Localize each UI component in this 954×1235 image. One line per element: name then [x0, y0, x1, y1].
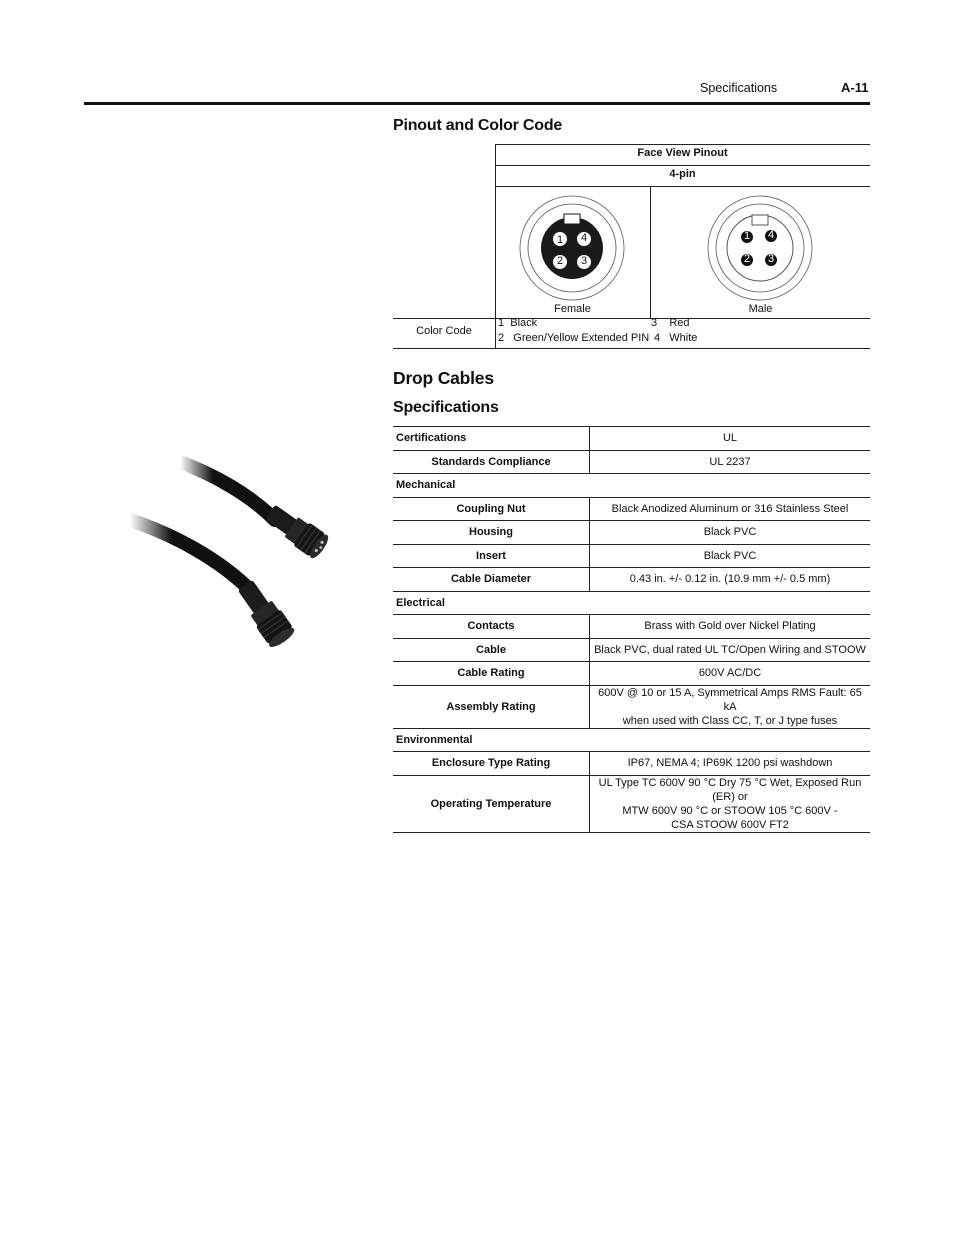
spec-label: Coupling Nut: [393, 497, 590, 521]
table-section-row: [393, 474, 870, 498]
spec-value: [590, 775, 871, 832]
spec-value-line: when used with Class CC, T, or J type fuses: [622, 714, 838, 727]
table-row: [393, 775, 870, 832]
table-row: [393, 544, 870, 568]
color-pin-1: 1 Black: [498, 317, 538, 329]
male-pin-3: 3: [768, 253, 775, 265]
pinout-heading: Pinout and Color Code: [393, 117, 563, 134]
spec-value: 0.43 in. +/- 0.12 in. (10.9 mm +/- 0.5 mm): [590, 568, 871, 592]
color-pin-4: 4 White: [654, 332, 698, 344]
drop-cable-photo: [125, 450, 355, 675]
female-label: Female: [554, 303, 591, 315]
male-label: Male: [748, 303, 773, 315]
spec-label: Cable Diameter: [393, 568, 590, 592]
table-row: [393, 615, 870, 639]
male-connector-diagram: [705, 194, 815, 304]
spec-value-line: MTW 600V 90 °C or STOOW 105 °C 600V -: [622, 804, 838, 817]
spec-label: Enclosure Type Rating: [393, 752, 590, 776]
spec-value: Brass with Gold over Nickel Plating: [590, 615, 871, 639]
table-row: [393, 685, 870, 728]
face-view-header: Face View Pinout: [637, 147, 728, 159]
header-rule: [84, 102, 870, 105]
spec-value: UL 2237: [590, 450, 871, 474]
table-row: [393, 521, 870, 545]
spec-value-line: UL Type TC 600V 90 °C Dry 75 °C Wet, Exposed Run (ER) or: [598, 776, 862, 803]
table-row: [393, 568, 870, 592]
table-row: [393, 497, 870, 521]
color-pin-3: 3 Red: [651, 317, 690, 329]
spec-value: Black PVC: [590, 544, 871, 568]
male-pin-4: 4: [768, 229, 775, 241]
table-section-row: [393, 728, 870, 752]
spec-value: 600V AC/DC: [590, 662, 871, 686]
table-row: [393, 752, 870, 776]
male-pin-1: 1: [744, 230, 751, 242]
spec-section-label: Electrical: [393, 591, 870, 615]
spec-label: Cable: [393, 638, 590, 662]
spec-section-label: Mechanical: [393, 474, 870, 498]
spec-label: Contacts: [393, 615, 590, 639]
spec-label: Certifications: [393, 427, 590, 451]
spec-label: Cable Rating: [393, 662, 590, 686]
spec-value: Black Anodized Aluminum or 316 Stainless Steel: [590, 497, 871, 521]
male-pin-2: 2: [744, 253, 751, 265]
spec-label: Insert: [393, 544, 590, 568]
spec-label: Housing: [393, 521, 590, 545]
spec-value: IP67, NEMA 4; IP69K 1200 psi washdown: [590, 752, 871, 776]
spec-label: Standards Compliance: [393, 450, 590, 474]
pin-type-header: 4-pin: [669, 168, 696, 180]
female-pin-4: 4: [581, 232, 588, 244]
table-row: [393, 450, 870, 474]
female-pin-3: 3: [581, 255, 588, 267]
color-pin-2: 2 Green/Yellow Extended PIN: [498, 332, 650, 344]
table-section-row: [393, 591, 870, 615]
female-connector-diagram: [517, 194, 627, 304]
pinout-table: [393, 144, 870, 349]
specifications-heading: Specifications: [393, 399, 499, 416]
spec-section-label: Environmental: [393, 728, 870, 752]
drop-cables-heading: Drop Cables: [393, 368, 494, 388]
spec-value: [590, 685, 871, 728]
table-row: [393, 638, 870, 662]
spec-value-line: 600V @ 10 or 15 A, Symmetrical Amps RMS Fault: 65 kA: [598, 686, 862, 713]
spec-value: UL: [590, 427, 871, 451]
color-code-label: Color Code: [416, 325, 472, 337]
spec-value-line: CSA STOOW 600V FT2: [671, 818, 789, 831]
drop-cable-spec-table: [393, 426, 870, 833]
table-row: [393, 662, 870, 686]
spec-label: Assembly Rating: [393, 685, 590, 728]
spec-value: Black PVC: [590, 521, 871, 545]
spec-label: Operating Temperature: [393, 775, 590, 832]
table-row: [393, 427, 870, 451]
spec-value: Black PVC, dual rated UL TC/Open Wiring and STOOW: [590, 638, 871, 662]
female-pin-1: 1: [557, 234, 564, 246]
female-pin-2: 2: [557, 255, 564, 267]
running-header-section: Specifications: [700, 81, 778, 95]
page-number: A-11: [841, 80, 869, 95]
